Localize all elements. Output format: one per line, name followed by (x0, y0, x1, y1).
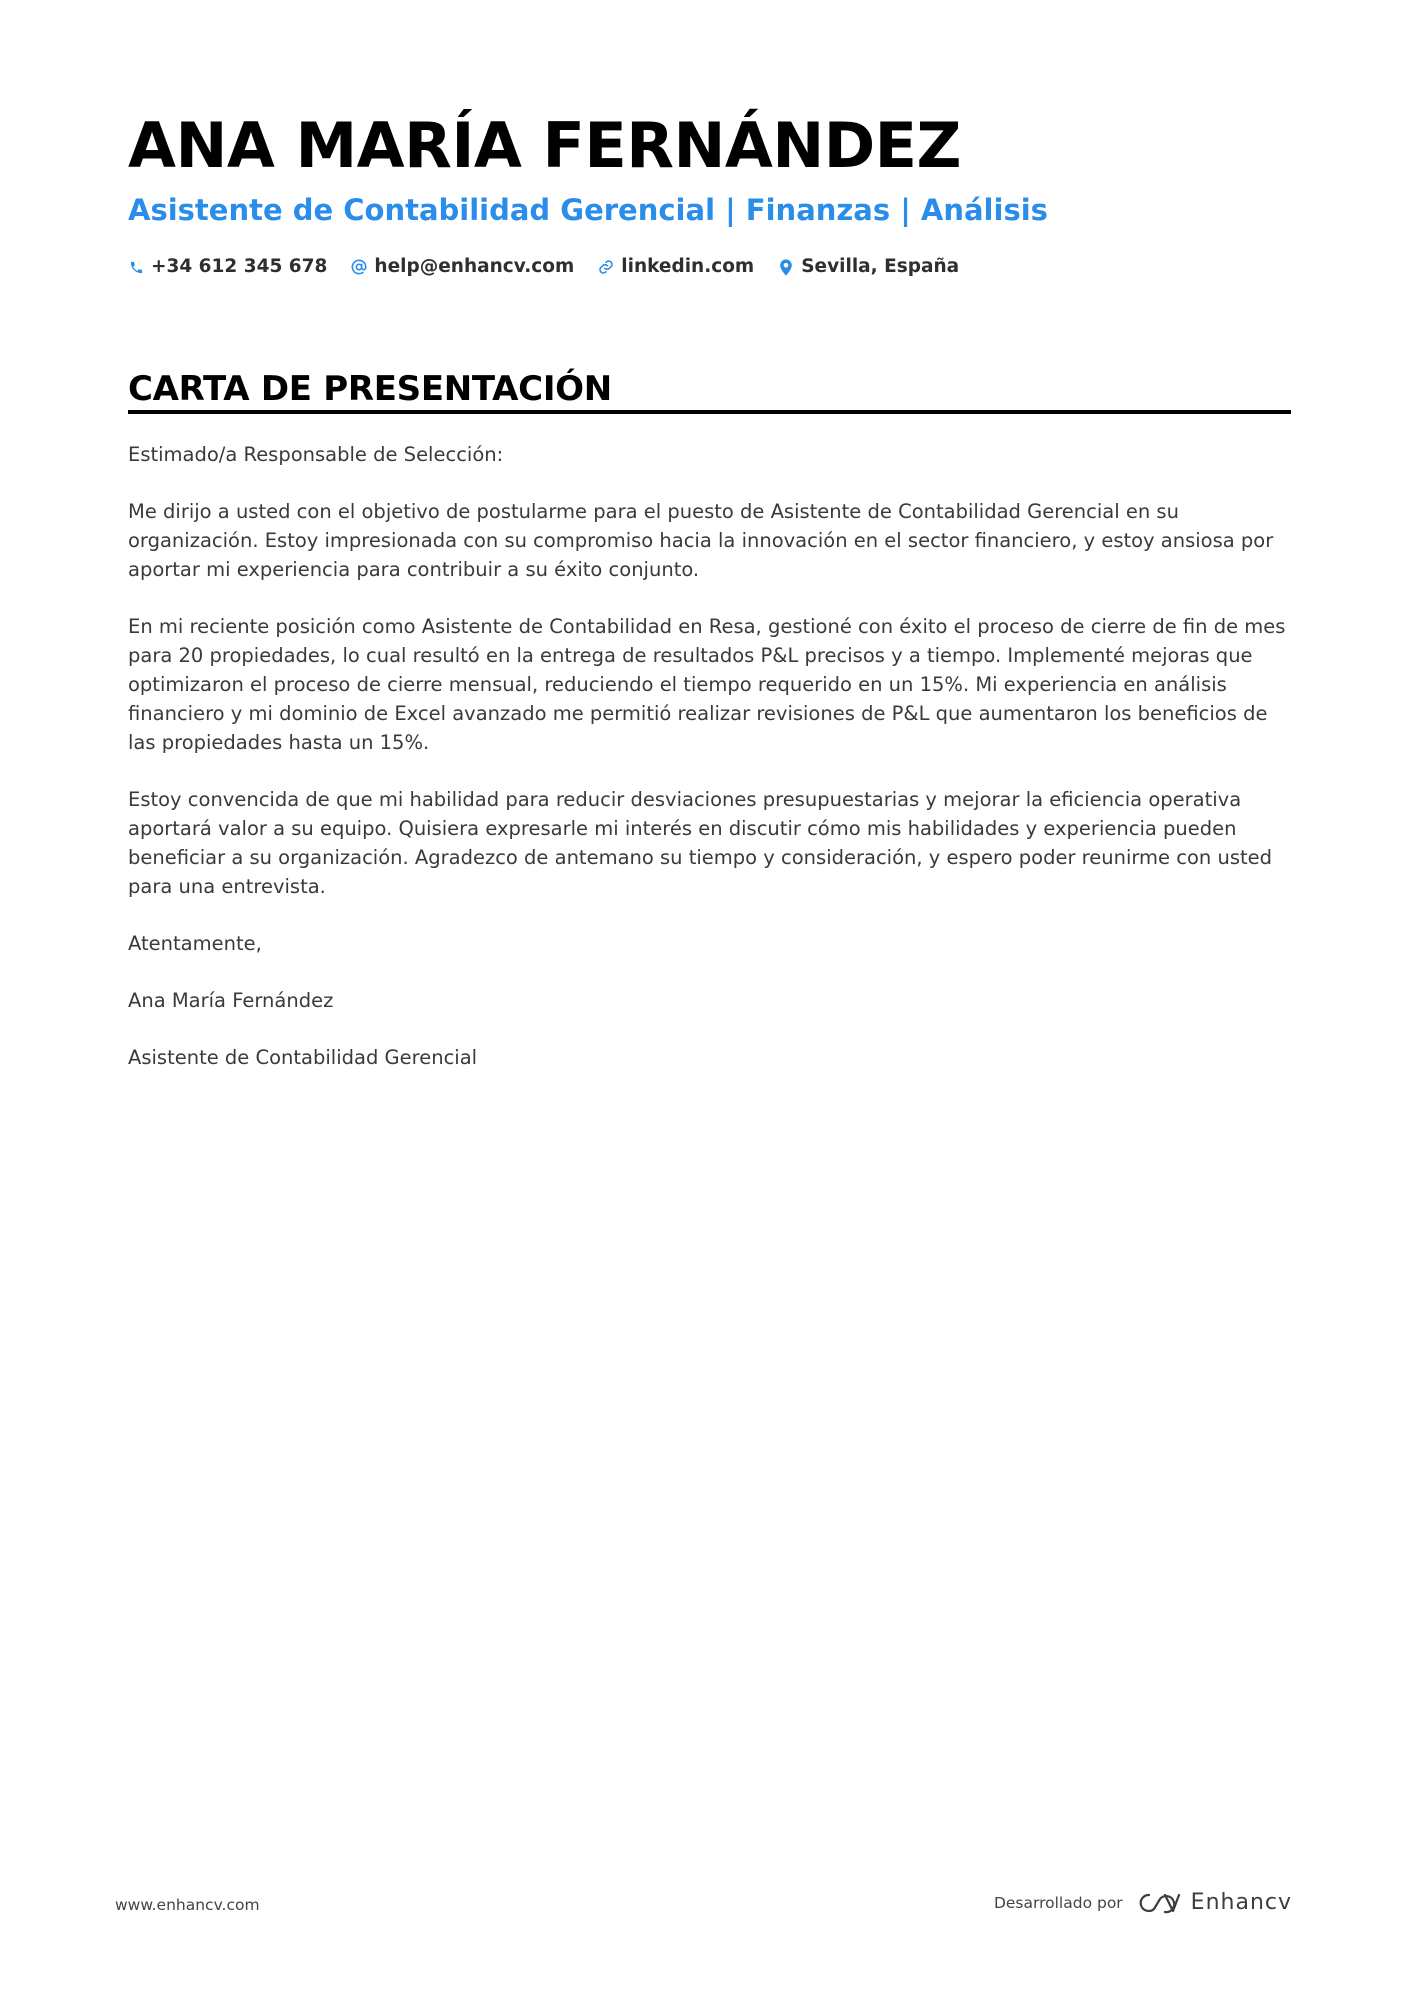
letter-paragraph: Me dirijo a usted con el objetivo de postularme para el puesto de Asistente de Contabilidad Gerencial en su organización. Estoy impresionada con su compromiso hacia la innovación en el sector financiero, y estoy ansiosa por aportar mi experiencia para contribuir a su éxito conjunto. (128, 500, 1274, 581)
at-icon (351, 258, 367, 276)
letter-paragraph: Estoy convencida de que mi habilidad para reducir desviaciones presupuestarias y mejorar la eficiencia operativa aportará valor a su equipo. Quisiera expresarle mi interés en discutir cómo mis habilidades y experiencia pueden beneficiar a su organización. Agradezco de antemano su tiempo y consideración, y espero poder reunirme con usted para una entrevista. (128, 788, 1272, 898)
candidate-headline: Asistente de Contabilidad Gerencial | Finanzas | Análisis (128, 193, 1048, 227)
brand-name: Enhancv (1190, 1890, 1292, 1915)
contact-phone-text: +34 612 345 678 (151, 256, 328, 277)
phone-icon (128, 258, 144, 276)
enhancv-logo-icon (1135, 1891, 1181, 1915)
letter-body (128, 440, 1291, 1100)
contact-email-text: help@enhancv.com (374, 256, 575, 277)
letter-paragraph: En mi reciente posición como Asistente de Contabilidad en Resa, gestioné con éxito el proceso de cierre de fin de mes para 20 propiedades, lo cual resultó en la entrega de resultados P&L precisos y a tiempo. Implementé mejoras que optimizaron el proceso de cierre mensual, reduciendo el tiempo requerido en un 15%. Mi experiencia en análisis financiero y mi dominio de Excel avanzado me permitió realizar revisiones de P&L que aumentaron los beneficios de las propiedades hasta un 15%. (128, 615, 1286, 754)
link-icon (598, 258, 614, 276)
signature-title: Asistente de Contabilidad Gerencial (128, 1046, 478, 1069)
footer-branding[interactable] (994, 1890, 1292, 1915)
contact-bar (128, 252, 983, 282)
footer-website[interactable]: www.enhancv.com (115, 1896, 260, 1914)
letter-closing: Atentamente, (128, 932, 262, 955)
contact-email[interactable] (351, 252, 574, 282)
contact-location-text: Sevilla, España (801, 256, 960, 277)
contact-linkedin-text: linkedin.com (621, 256, 755, 277)
candidate-name: ANA MARÍA FERNÁNDEZ (128, 109, 961, 182)
powered-by-label: Desarrollado por (993, 1893, 1123, 1912)
section-title: CARTA DE PRESENTACIÓN (128, 369, 612, 409)
contact-phone[interactable] (128, 252, 327, 282)
contact-location (778, 252, 959, 282)
section-divider (128, 410, 1291, 414)
letter-greeting: Estimado/a Responsable de Selección: (128, 443, 504, 466)
contact-linkedin[interactable] (598, 252, 754, 282)
signature-name: Ana María Fernández (128, 989, 334, 1012)
location-pin-icon (778, 258, 794, 276)
